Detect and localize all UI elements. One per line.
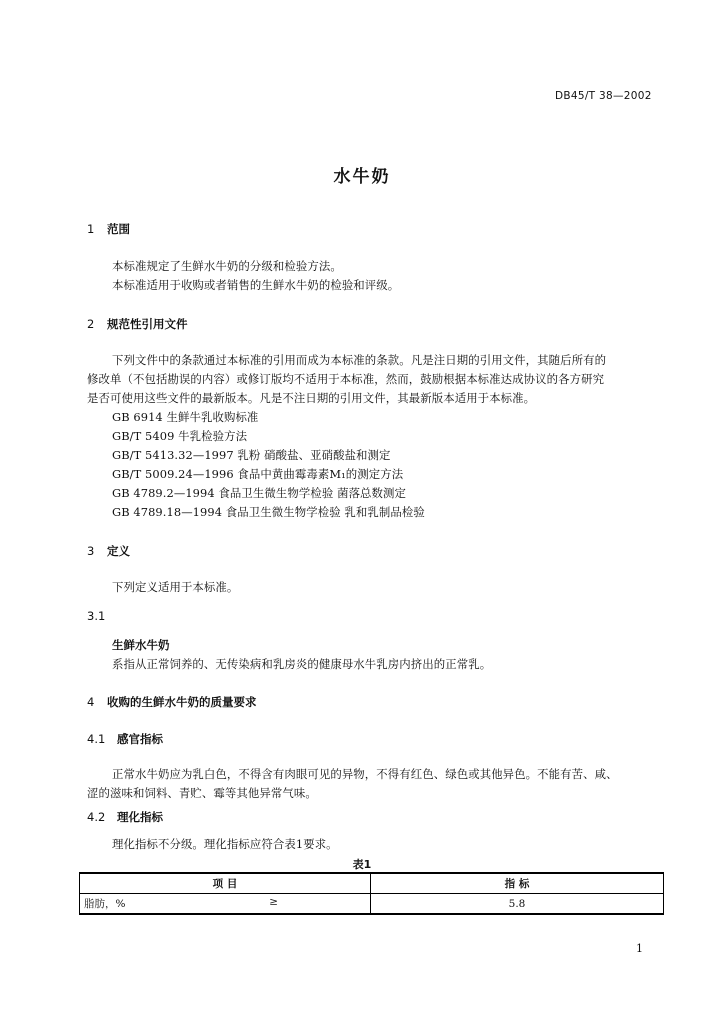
table-cell-value: 5.8 (371, 894, 664, 915)
section-4-2-line: 理化指标不分级。理化指标应符合表1要求。 (112, 837, 338, 851)
section-4-2-number: 4.2 (87, 810, 106, 824)
section-3-1-number (87, 609, 105, 623)
section-4-1-number: 4.1 (87, 732, 106, 746)
section-1-title: 范围 (107, 222, 130, 236)
table-header-item: 项 目 (80, 873, 371, 894)
section-1-line-1: 本标准规定了生鲜水牛奶的分级和检验方法。 (112, 259, 342, 273)
reference-2: GB/T 5409 牛乳检验方法 (112, 429, 248, 443)
page-title: 水牛奶 (333, 167, 391, 187)
section-2-number: 2 (87, 317, 95, 331)
section-3-number: 3 (87, 544, 95, 558)
table-header-row (80, 873, 664, 894)
reference-6: GB 4789.18—1994 食品卫生微生物学检验 乳和乳制品检验 (112, 505, 425, 519)
section-2-para-line-3: 是否可使用这些文件的最新版本。凡是不注日期的引用文件，其最新版本适用于本标准。 (87, 391, 536, 405)
section-4-2-title: 理化指标 (117, 810, 163, 824)
table-caption: 表1 (352, 858, 372, 871)
section-3-title: 定义 (107, 544, 130, 558)
section-4-2-heading (87, 809, 163, 825)
table-cell-item (80, 894, 371, 915)
section-3-line: 下列定义适用于本标准。 (112, 580, 239, 594)
section-4-heading (87, 694, 257, 710)
reference-3: GB/T 5413.32—1997 乳粉 硝酸盐、亚硝酸盐和测定 (112, 448, 391, 462)
section-2-title: 规范性引用文件 (107, 317, 188, 331)
table-row (80, 894, 664, 915)
section-4-1-line-2: 涩的滋味和饲料、青贮、霉等其他异常气味。 (87, 786, 317, 800)
section-4-1-line-1: 正常水牛奶应为乳白色，不得含有肉眼可见的异物，不得有红色、绿色或其他异色。不能有苦、咸、 (112, 767, 618, 781)
term-definition: 系指从正常饲养的、无传染病和乳房炎的健康母水牛乳房内挤出的正常乳。 (112, 657, 492, 671)
section-3-heading (87, 543, 130, 559)
section-4-1-heading (87, 731, 163, 747)
section-1-number: 1 (87, 222, 95, 236)
section-1-line-2: 本标准适用于收购或者销售的生鲜水牛奶的检验和评级。 (112, 278, 400, 292)
item-operator: ≥ (269, 896, 278, 908)
term-heading: 生鲜水牛奶 (112, 638, 170, 652)
section-2-para-line-2: 修改单（不包括勘误的内容）或修订版均不适用于本标准，然而，鼓励根据本标准达成协议的各方研究 (87, 372, 605, 386)
reference-4: GB/T 5009.24—1996 食品中黄曲霉毒素M₁的测定方法 (112, 467, 404, 481)
section-2-heading (87, 316, 188, 332)
section-4-1-title: 感官指标 (117, 732, 163, 746)
standard-code: DB45/T 38—2002 (555, 90, 652, 102)
page-number: 1 (636, 942, 643, 955)
table-header-indicator: 指 标 (371, 873, 664, 894)
section-3-1-num-text: 3.1 (87, 609, 106, 623)
item-name: 脂肪，% (84, 898, 126, 910)
quality-table (79, 872, 664, 915)
section-2-para-line-1: 下列文件中的条款通过本标准的引用而成为本标准的条款。凡是注日期的引用文件，其随后所有的 (112, 353, 607, 367)
section-4-number: 4 (87, 695, 95, 709)
section-4-title: 收购的生鲜水牛奶的质量要求 (107, 695, 257, 709)
reference-1: GB 6914 生鲜牛乳收购标准 (112, 410, 259, 424)
reference-5: GB 4789.2—1994 食品卫生微生物学检验 菌落总数测定 (112, 486, 407, 500)
section-1-heading (87, 221, 130, 237)
